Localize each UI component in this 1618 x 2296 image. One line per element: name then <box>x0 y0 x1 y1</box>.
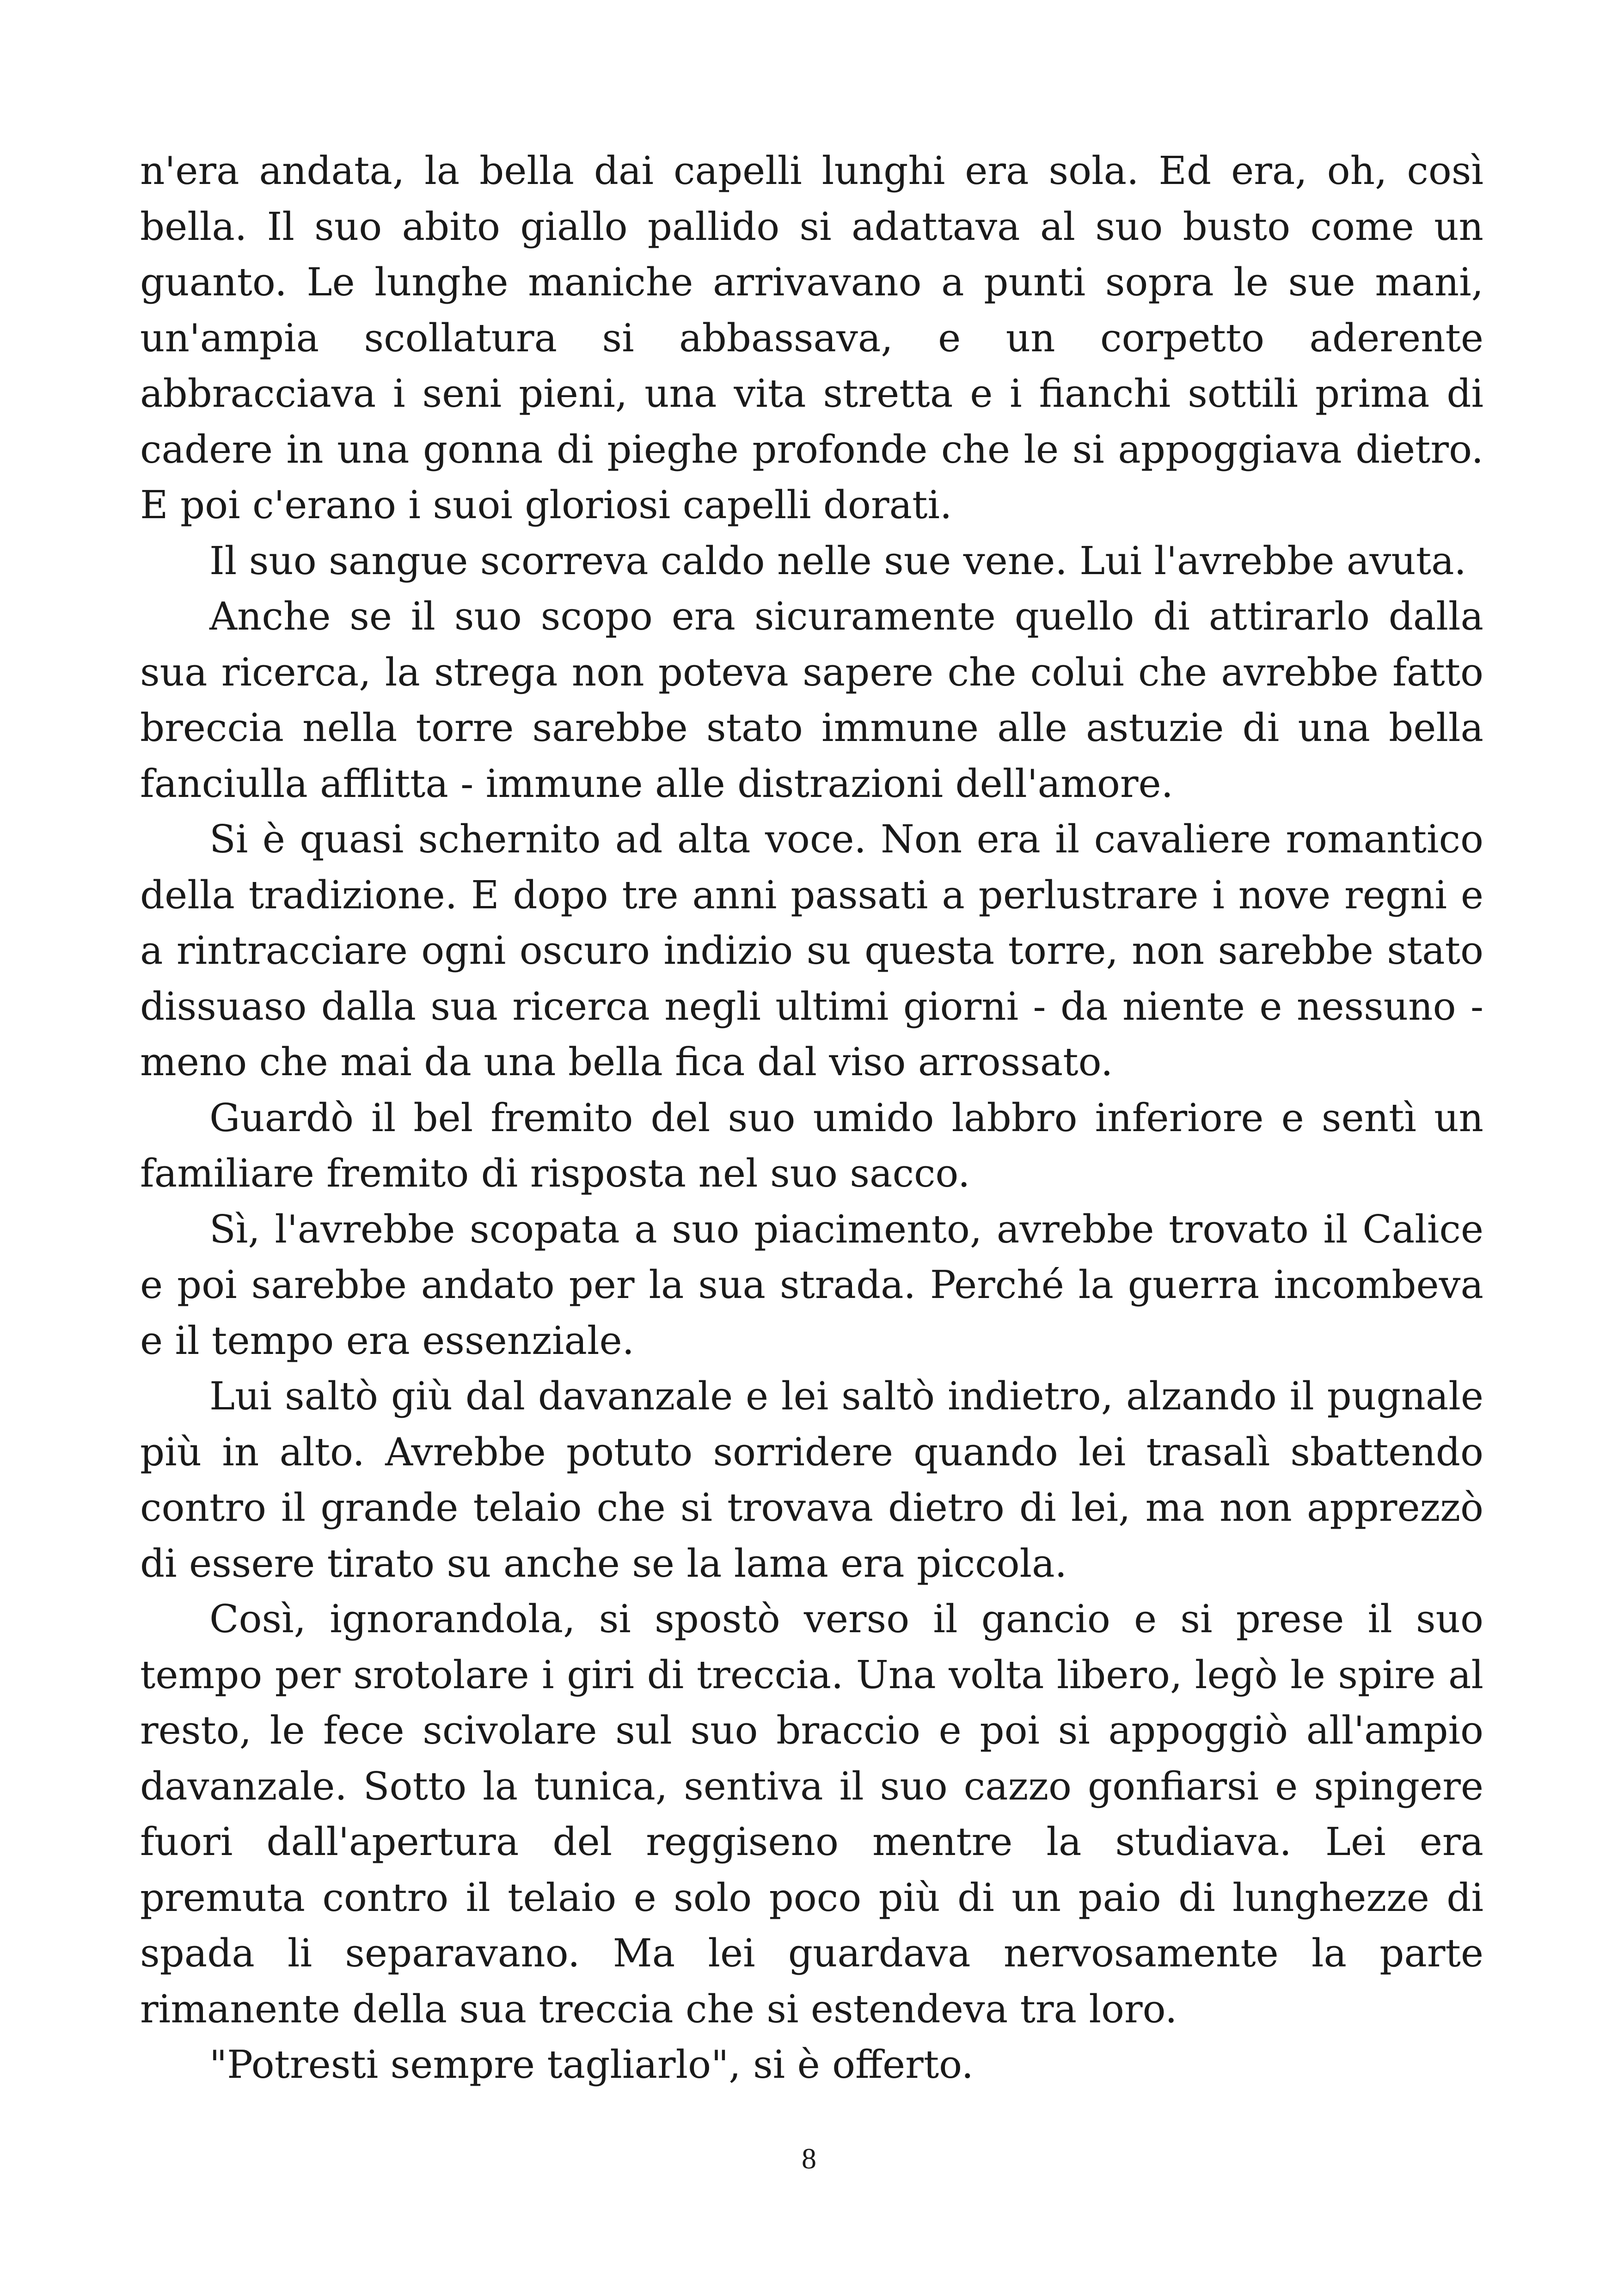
paragraph: Il suo sangue scorreva caldo nelle sue vene. Lui l'avrebbe avuta. <box>209 538 1466 583</box>
paragraph: Sì, l'avrebbe scopata a suo piacimento, avrebbe trovato il Calice e poi sarebbe andato per la sua strada. Perché la guerra incombeva e il tempo era essenziale. <box>140 1206 1483 1363</box>
paragraph: "Potresti sempre tagliarlo", si è offerto. <box>209 2042 974 2087</box>
paragraph: Così, ignorandola, si spostò verso il gancio e si prese il suo tempo per srotolare i giri di treccia. Una volta libero, legò le spire al resto, le fece scivolare sul suo braccio e poi si appoggiò all'ampio davanzale. Sotto la tunica, sentiva il suo cazzo gonfiarsi e spingere fuori dall'apertura del reggiseno mentre la studiava. Lei era premuta contro il telaio e solo poco più di un paio di lunghezze di spada li separavano. Ma lei guardava nervosamente la parte rimanente della sua treccia che si estendeva tra loro. <box>140 1597 1483 2032</box>
paragraph: n'era andata, la bella dai capelli lunghi era sola. Ed era, oh, così bella. Il suo abito giallo pallido si adattava al suo busto come un guanto. Le lunghe maniche arrivavano a punti sopra le sue mani, un'ampia scollatura si abbassava, e un corpetto aderente abbracciava i seni pieni, una vita stretta e i fianchi sottili prima di cadere in una gonna di pieghe profonde che le si appoggiava dietro. E poi c'erano i suoi gloriosi capelli dorati. <box>140 148 1483 527</box>
page-number: 8 <box>802 2142 816 2175</box>
paragraph: Guardò il bel fremito del suo umido labbro inferiore e sentì un familiare fremito di risposta nel suo sacco. <box>140 1095 1483 1196</box>
paragraph: Si è quasi schernito ad alta voce. Non era il cavaliere romantico della tradizione. E dopo tre anni passati a perlustrare i nove regni e a rintracciare ogni oscuro indizio su questa torre, non sarebbe stato dissuaso dalla sua ricerca negli ultimi giorni - da niente e nessuno - meno che mai da una bella fica dal viso arrossato. <box>140 817 1483 1084</box>
body-text <box>140 143 1483 2093</box>
paragraph: Lui saltò giù dal davanzale e lei saltò indietro, alzando il pugnale più in alto. Avrebbe potuto sorridere quando lei trasalì sbattendo contro il grande telaio che si trovava dietro di lei, ma non apprezzò di essere tirato su anche se la lama era piccola. <box>140 1374 1483 1586</box>
paragraph: Anche se il suo scopo era sicuramente quello di attirarlo dalla sua ricerca, la strega non poteva sapere che colui che avrebbe fatto breccia nella torre sarebbe stato immune alle astuzie di una bella fanciulla afflitta - immune alle distrazioni dell'amore. <box>140 594 1483 806</box>
